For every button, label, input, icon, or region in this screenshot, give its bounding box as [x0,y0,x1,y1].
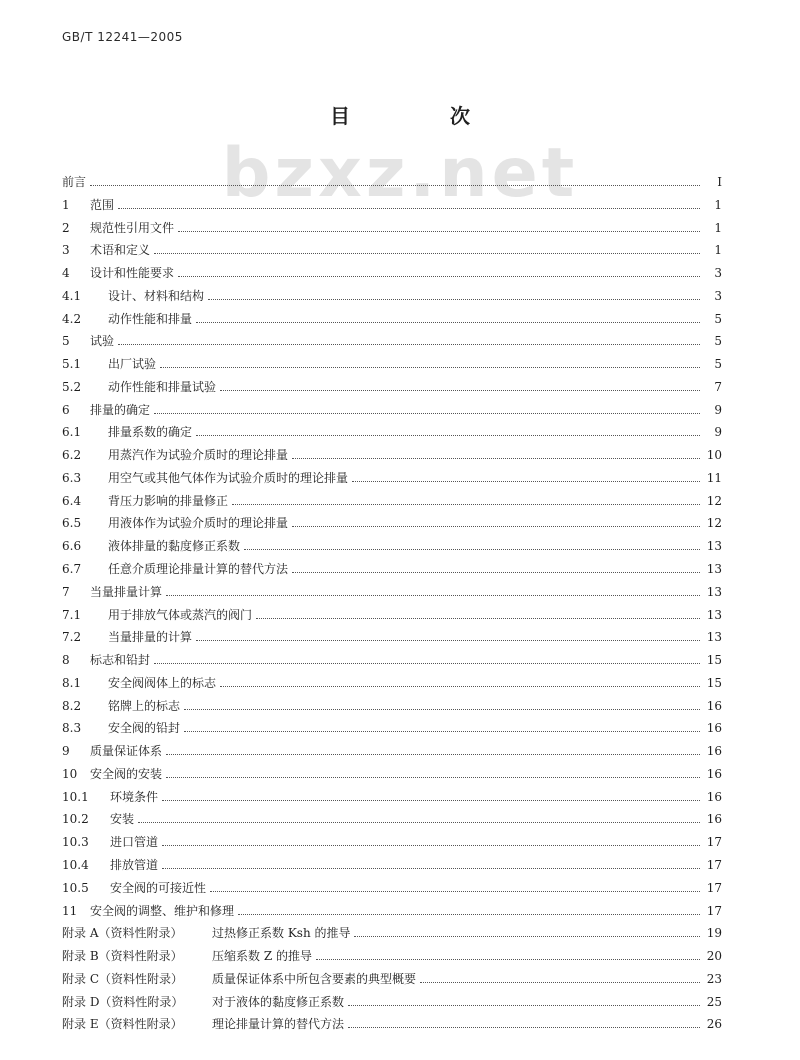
toc-entry-number: 6.7 [62,562,82,577]
toc-entry-number: 5.2 [62,379,82,394]
toc-entry[interactable] [62,922,722,945]
toc-entry-number: 附录 A（资料性附录） [62,926,183,941]
toc-entry[interactable] [62,444,722,467]
toc-entry-label: 当量排量计算 [90,584,163,599]
toc-entry[interactable] [62,399,722,422]
toc-leader-dots [166,776,700,778]
toc-leader-dots [178,230,700,232]
toc-leader-dots [162,867,700,869]
toc-entry-page: 13 [706,539,722,554]
toc-entry-page: 9 [714,402,722,417]
toc-entry-page: 13 [706,607,722,622]
toc-entry-label: 试验 [90,334,115,349]
toc-entry-page: 13 [706,562,722,577]
toc-entry-number: 3 [62,243,70,258]
toc-entry-page: 17 [706,835,722,850]
toc-leader-dots [232,503,700,505]
toc-entry[interactable] [62,512,722,535]
toc-entry-label: 铭牌上的标志 [108,698,181,713]
toc-entry-page: 15 [706,675,722,690]
toc-entry-number: 8.1 [62,675,82,690]
toc-entry-number: 6 [62,402,70,417]
toc-leader-dots [184,730,700,732]
toc-leader-dots [348,1004,700,1006]
toc-entry-label: 规范性引用文件 [90,220,175,235]
toc-entry[interactable] [62,786,722,809]
toc-entry-number: 附录 D（资料性附录） [62,994,184,1009]
toc-entry[interactable] [62,695,722,718]
toc-entry-label: 安装 [110,812,135,827]
toc-entry-page: 7 [714,379,722,394]
toc-entry-label: 安全阀的铅封 [108,721,181,736]
toc-entry-label: 排放管道 [110,857,159,872]
toc-leader-dots [196,434,700,436]
toc-entry-label: 任意介质理论排量计算的替代方法 [108,562,289,577]
toc-leader-dots [166,753,700,755]
toc-leader-dots [354,935,700,937]
toc-entry-label: 压缩系数 Z 的推导 [212,949,312,964]
toc-leader-dots [244,548,700,550]
toc-entry-label: 用液体作为试验介质时的理论排量 [108,516,289,531]
toc-entry-number: 5.1 [62,357,82,372]
toc-entry-label: 安全阀的调整、维护和修理 [90,903,235,918]
toc-leader-dots [238,913,700,915]
toc-entry[interactable] [62,330,722,353]
toc-entry[interactable] [62,262,722,285]
toc-entry-number: 6.4 [62,493,82,508]
toc-leader-dots [118,343,700,345]
toc-entry-number: 1 [62,197,70,212]
toc-entry[interactable] [62,877,722,900]
toc-entry-page: 13 [706,584,722,599]
toc-entry-page: 5 [714,357,722,372]
toc-entry-label: 动作性能和排量试验 [108,379,217,394]
toc-leader-dots [220,389,700,391]
toc-entry-label: 排量系数的确定 [108,425,193,440]
toc-entry-number: 4 [62,266,70,281]
toc-entry[interactable] [62,740,722,763]
toc-entry-label: 用蒸汽作为试验介质时的理论排量 [108,448,289,463]
toc-entry-number: 6.3 [62,470,82,485]
toc-entry-label: 安全阀阀体上的标志 [108,675,217,690]
toc-entry-label: 出厂试验 [108,357,157,372]
toc-entry-label: 对于液体的黏度修正系数 [212,994,345,1009]
toc-leader-dots [138,821,700,823]
toc-entry-label: 过热修正系数 Ksh 的推导 [212,926,351,941]
toc-leader-dots [210,890,700,892]
toc-leader-dots [292,525,700,527]
toc-entry-label: 设计和性能要求 [90,266,175,281]
toc-entry-label: 质量保证体系 [90,744,163,759]
toc-entry-page: 5 [714,334,722,349]
toc-entry[interactable] [62,308,722,331]
toc-leader-dots [154,662,700,664]
toc-leader-dots [154,412,700,414]
toc-entry-label: 排量的确定 [90,402,151,417]
toc-entry[interactable] [62,171,722,194]
watermark: bzxz.net [221,134,579,213]
toc-entry-number: 附录 C（资料性附录） [62,971,183,986]
toc-entry-label: 质量保证体系中所包含要素的典型概要 [212,971,417,986]
toc-leader-dots [160,366,700,368]
toc-entry-label: 进口管道 [110,835,159,850]
toc-entry[interactable] [62,604,722,627]
toc-entry-page: 12 [706,516,722,531]
toc-entry-page: 23 [706,971,722,986]
toc-entry-number: 8 [62,653,70,668]
toc-entry-number: 10 [62,766,78,781]
toc-entry-label: 环境条件 [110,789,159,804]
toc-entry-page: 26 [706,1017,722,1032]
toc-entry-page: 16 [706,812,722,827]
toc-leader-dots [162,799,700,801]
page-title: 目 次 [330,104,510,128]
toc-leader-dots [316,958,700,960]
toc-entry-number: 11 [62,903,78,918]
toc-leader-dots [166,594,700,596]
toc-entry-page: 20 [706,949,722,964]
toc-entry-page: 16 [706,789,722,804]
toc-entry[interactable] [62,717,722,740]
toc-entry-page: 1 [714,197,722,212]
toc-entry-number: 10.2 [62,812,89,827]
toc-entry-number: 10.4 [62,857,89,872]
toc-entry[interactable] [62,353,722,376]
toc-entry-label: 当量排量的计算 [108,630,193,645]
toc-entry-page: 9 [714,425,722,440]
toc-entry[interactable] [62,626,722,649]
toc-entry-number: 5 [62,334,70,349]
toc-entry[interactable] [62,558,722,581]
toc-entry-number: 10.1 [62,789,89,804]
toc-entry[interactable] [62,217,722,240]
toc-entry[interactable] [62,421,722,444]
toc-entry-number: 9 [62,744,70,759]
toc-entry[interactable] [62,808,722,831]
toc-entry-number: 6.1 [62,425,82,440]
toc-entry-page: 15 [706,653,722,668]
toc-entry[interactable] [62,581,722,604]
toc-entry[interactable] [62,763,722,786]
toc-entry[interactable] [62,831,722,854]
toc-entry-number: 8.3 [62,721,82,736]
toc-entry[interactable] [62,467,722,490]
toc-entry[interactable] [62,968,722,991]
toc-leader-dots [90,184,700,186]
toc-entry-page: 5 [714,311,722,326]
toc-entry[interactable] [62,285,722,308]
toc-leader-dots [348,1026,700,1028]
toc-entry[interactable] [62,194,722,217]
toc-leader-dots [420,981,700,983]
toc-leader-dots [184,708,700,710]
toc-entry-label: 理论排量计算的替代方法 [212,1017,345,1032]
toc-leader-dots [196,639,700,641]
toc-entry-label: 范围 [90,197,115,212]
standard-code: GB/T 12241—2005 [62,30,183,44]
toc-entry-number: 6.6 [62,539,82,554]
toc-entry[interactable] [62,1013,722,1036]
toc-entry-page: 16 [706,766,722,781]
toc-entry-label: 用于排放气体或蒸汽的阀门 [108,607,253,622]
toc-entry-number: 6.2 [62,448,82,463]
toc-entry-number: 6.5 [62,516,82,531]
toc-entry-label: 安全阀的可接近性 [110,880,207,895]
toc-entry-label: 用空气或其他气体作为试验介质时的理论排量 [108,470,349,485]
toc-entry-page: 3 [714,266,722,281]
toc-entry-page: 12 [706,493,722,508]
toc-entry-number: 7.2 [62,630,82,645]
toc-entry-page: 16 [706,698,722,713]
toc-leader-dots [208,298,700,300]
toc-leader-dots [292,457,700,459]
toc-leader-dots [162,844,700,846]
toc-entry-page: 17 [706,880,722,895]
toc-entry-number: 8.2 [62,698,82,713]
toc-entry-number: 2 [62,220,70,235]
toc-entry-label: 液体排量的黏度修正系数 [108,539,241,554]
toc-leader-dots [154,252,700,254]
toc-entry-page: I [717,175,722,189]
toc-entry[interactable] [62,376,722,399]
toc-entry-number: 4.2 [62,311,82,326]
table-of-contents [62,171,722,1036]
toc-entry-number: 7.1 [62,607,82,622]
toc-entry-page: 17 [706,903,722,918]
toc-entry-page: 17 [706,857,722,872]
toc-entry-label: 术语和定义 [90,243,151,258]
toc-entry-label: 设计、材料和结构 [108,288,205,303]
toc-entry-page: 16 [706,744,722,759]
toc-entry-label: 动作性能和排量 [108,311,193,326]
toc-entry[interactable] [62,672,722,695]
toc-leader-dots [352,480,700,482]
toc-leader-dots [196,321,700,323]
toc-entry[interactable] [62,490,722,513]
toc-entry-number: 10.3 [62,835,89,850]
toc-entry[interactable] [62,239,722,262]
toc-entry[interactable] [62,854,722,877]
toc-entry[interactable] [62,900,722,923]
toc-entry-label: 标志和铅封 [90,653,151,668]
toc-entry-label: 前言 [62,175,87,189]
toc-entry-page: 16 [706,721,722,736]
toc-entry-page: 11 [706,470,722,485]
toc-entry-page: 1 [714,220,722,235]
toc-entry-number: 10.5 [62,880,89,895]
toc-entry-page: 19 [706,926,722,941]
toc-entry-number: 附录 B（资料性附录） [62,949,183,964]
toc-leader-dots [178,275,700,277]
toc-leader-dots [256,617,700,619]
toc-entry[interactable] [62,535,722,558]
toc-entry[interactable] [62,945,722,968]
toc-entry-page: 13 [706,630,722,645]
toc-leader-dots [118,207,700,209]
toc-entry[interactable] [62,991,722,1014]
toc-entry-number: 7 [62,584,70,599]
toc-entry[interactable] [62,649,722,672]
toc-entry-number: 4.1 [62,288,82,303]
toc-leader-dots [220,685,700,687]
toc-entry-page: 10 [706,448,722,463]
toc-leader-dots [292,571,700,573]
toc-entry-page: 3 [714,288,722,303]
toc-entry-label: 背压力影响的排量修正 [108,493,229,508]
toc-entry-page: 25 [706,994,722,1009]
toc-entry-label: 安全阀的安装 [90,766,163,781]
toc-entry-number: 附录 E（资料性附录） [62,1017,183,1032]
toc-entry-page: 1 [714,243,722,258]
